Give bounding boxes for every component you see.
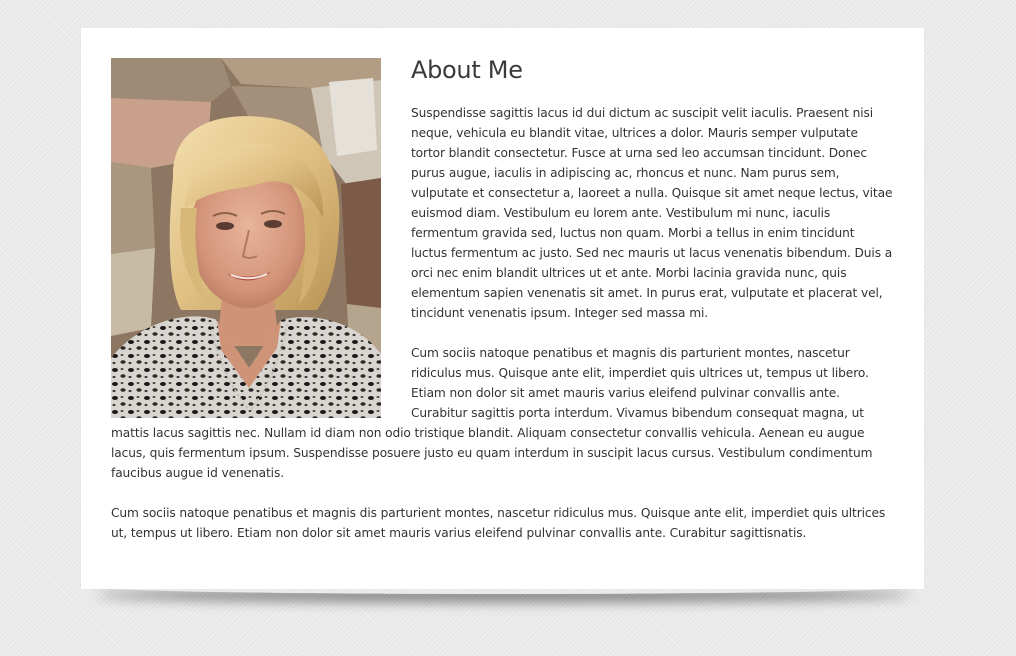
portrait-photo [111,58,381,418]
page-title: About Me [411,56,523,84]
paragraph-2: Cum sociis natoque penatibus et magnis dis parturient montes, nascetur ridiculus mus. Quisque ante elit, imperdiet quis ultrices ut, tempus ut libero. Etiam non dolor sit amet mauris varius eleifend pulvinar convallis ante. Curabitur sagittis porta interdum. Vivamus bibendum consequat magna, ut mattis lacus sagittis nec. Nullam id diam non odio tristique blandit. Aliquam consectetur convallis vehicula. Aenean eu augue lacus, quis fermentum ipsum. Suspendisse posuere justo eu quam interdum in suscipit lacus cursus. Vestibulum condimentum faucibus augue id venenatis. [111,346,873,480]
about-card [81,28,924,589]
paragraph-1: Suspendisse sagittis lacus id dui dictum ac suscipit velit iaculis. Praesent nisi neque, vehicula eu blandit vitae, ultrices a dolor. Mauris semper vulputate tortor blandit consectetur. Fusce at urna sed leo accumsan tincidunt. Donec purus augue, iaculis in adipiscing ac, rhoncus et nunc. Nam purus sem, vulputate et consectetur a, laoreet a nulla. Quisque sit amet neque lectus, vitae euismod diam. Vestibulum eu lorem ante. Vestibulum mi nunc, iaculis fermentum gravida sed, luctus non quam. Morbi a tellus in enim tincidunt luctus fermentum ac justo. Sed nec mauris ut lacus venenatis bibendum. Duis a orci nec enim blandit ultrices ut et ante. Morbi lacinia gravida nunc, quis elementum sapien venenatis sit amet. In purus erat, vulputate et placerat vel, tincidunt venenatis ipsum. Integer sed massa mi. [411,106,893,320]
paragraph-3: Cum sociis natoque penatibus et magnis dis parturient montes, nascetur ridiculus mus. Quisque ante elit, imperdiet quis ultrices ut, tempus ut libero. Etiam non dolor sit amet mauris varius eleifend pulvinar convallis ante. Curabitur sagittisnatis. [111,506,886,540]
